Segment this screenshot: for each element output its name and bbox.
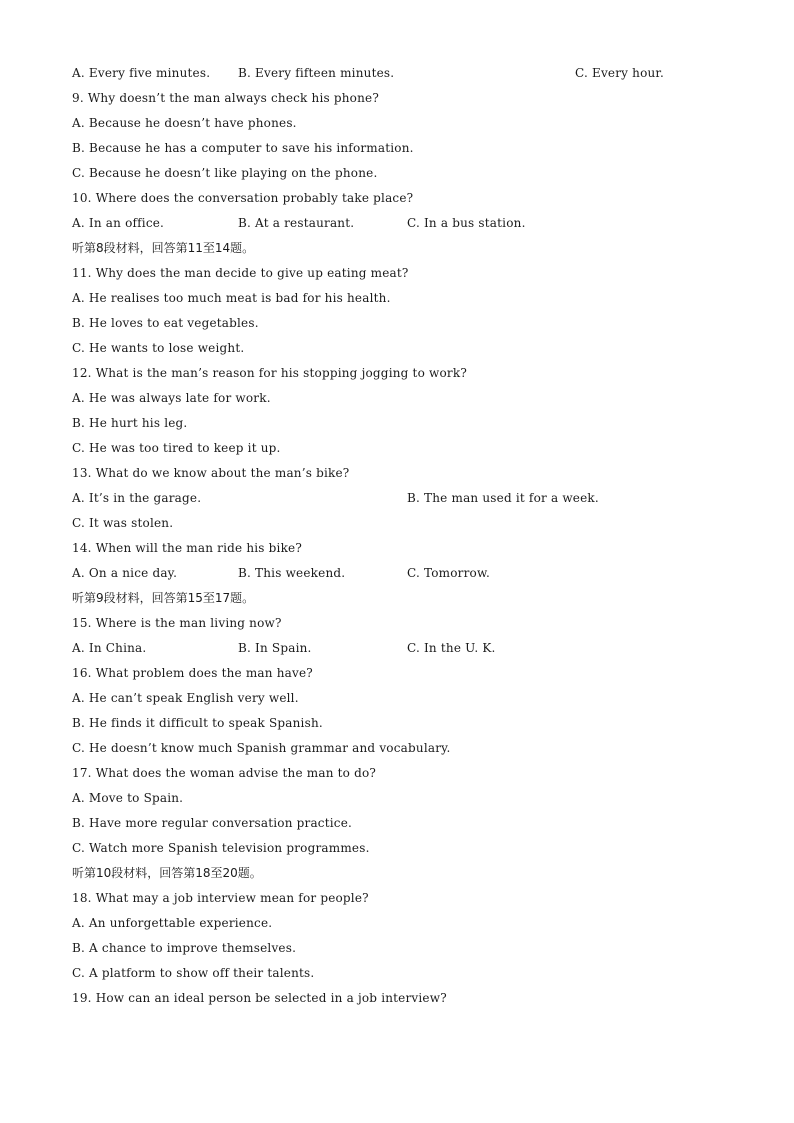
text-line: 15. Where is the man living now? [72, 616, 282, 630]
option-b: B. Every fifteen minutes. [238, 66, 395, 80]
text-line: 13. What do we know about the man’s bike? [72, 466, 350, 480]
text-line: 17. What does the woman advise the man to do? [72, 766, 377, 780]
option-c: C. Every hour. [575, 66, 665, 80]
text-line: C. Watch more Spanish television programmes. [72, 841, 370, 855]
option-a: A. On a nice day. [72, 566, 178, 580]
text-line: A. An unforgettable experience. [72, 916, 273, 930]
text-line: 10. Where does the conversation probably take place? [72, 191, 414, 205]
section-heading: 听第9段材料，回答第15至17题。 [72, 591, 255, 605]
text-line: 16. What problem does the man have? [72, 666, 313, 680]
text-line: B. He hurt his leg. [72, 416, 188, 430]
option-a: A. In an office. [72, 216, 165, 230]
section-heading: 听第10段材料，回答第18至20题。 [72, 866, 262, 880]
option-b: B. At a restaurant. [238, 216, 355, 230]
option-c: C. Tomorrow. [407, 566, 491, 580]
options-line [72, 213, 732, 238]
text-line: 14. When will the man ride his bike? [72, 541, 302, 555]
text-line: 18. What may a job interview mean for people? [72, 891, 369, 905]
option-a: A. Every five minutes. [72, 66, 211, 80]
text-line: A. Move to Spain. [72, 791, 184, 805]
text-line: B. He loves to eat vegetables. [72, 316, 259, 330]
text-line: B. A chance to improve themselves. [72, 941, 297, 955]
text-line: 12. What is the man’s reason for his stopping jogging to work? [72, 366, 467, 380]
option-a: A. In China. [72, 641, 147, 655]
text-line: 11. Why does the man decide to give up eating meat? [72, 266, 409, 280]
text-line: B. Have more regular conversation practice. [72, 816, 353, 830]
section-heading: 听第8段材料，回答第11至14题。 [72, 241, 255, 255]
option-c: C. In the U. K. [407, 641, 496, 655]
text-line: A. Because he doesn’t have phones. [72, 116, 297, 130]
option-b: B. In Spain. [238, 641, 312, 655]
text-line: C. He doesn’t know much Spanish grammar and vocabulary. [72, 741, 451, 755]
text-line: C. He wants to lose weight. [72, 341, 245, 355]
text-line: B. He finds it difficult to speak Spanish. [72, 716, 323, 730]
text-line: B. Because he has a computer to save his information. [72, 141, 414, 155]
text-line: A. He was always late for work. [72, 391, 271, 405]
text-line: 19. How can an ideal person be selected in a job interview? [72, 991, 447, 1005]
option-c: C. In a bus station. [407, 216, 526, 230]
text-line: C. A platform to show off their talents. [72, 966, 315, 980]
options-line [72, 563, 732, 588]
text-line: A. He can’t speak English very well. [72, 691, 299, 705]
option-b: B. The man used it for a week. [407, 491, 599, 505]
document-page [72, 63, 732, 1013]
options-line [72, 638, 732, 663]
option-b: B. This weekend. [238, 566, 346, 580]
text-line: C. Because he doesn’t like playing on the phone. [72, 166, 378, 180]
text-line: C. It was stolen. [72, 516, 174, 530]
option-a: A. It’s in the garage. [72, 491, 202, 505]
text-line: A. He realises too much meat is bad for his health. [72, 291, 391, 305]
options-line [72, 63, 732, 88]
text-line: 9. Why doesn’t the man always check his phone? [72, 91, 379, 105]
text-line: C. He was too tired to keep it up. [72, 441, 281, 455]
options-line [72, 488, 732, 513]
